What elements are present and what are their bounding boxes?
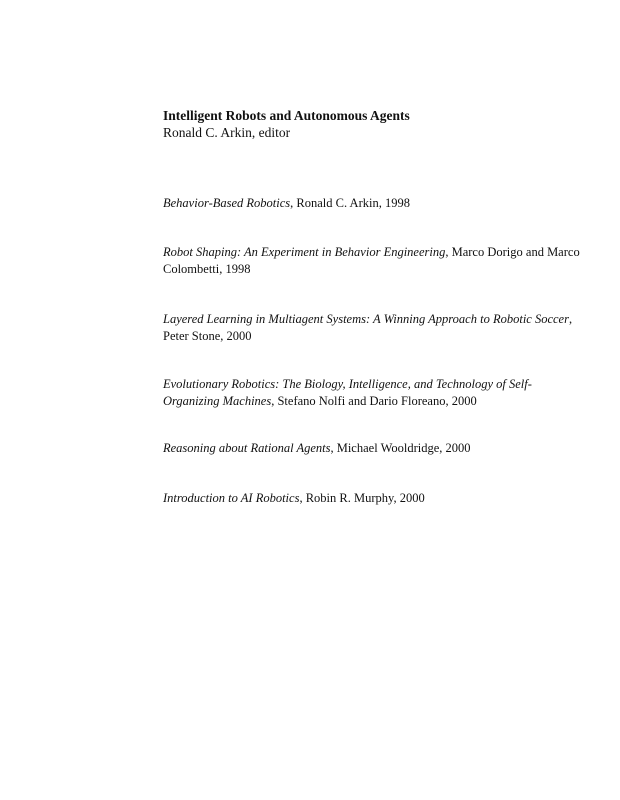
book-details: , Stefano Nolfi and Dario Floreano, 2000 — [271, 394, 477, 408]
book-details: , Peter Stone, 2000 — [163, 312, 573, 343]
book-details: , Michael Wooldridge, 2000 — [330, 441, 471, 455]
book-entry — [163, 440, 588, 457]
book-entry — [163, 490, 588, 507]
book-entry — [163, 376, 588, 410]
book-title: Behavior-Based Robotics — [163, 196, 291, 210]
book-title: Robot Shaping: An Experiment in Behavior Engineering — [163, 245, 446, 259]
book-details: , Ronald C. Arkin, 1998 — [290, 196, 410, 210]
book-entry — [163, 311, 588, 345]
series-header — [163, 107, 583, 141]
book-title: Introduction to AI Robotics — [163, 491, 300, 505]
book-details: , Robin R. Murphy, 2000 — [299, 491, 425, 505]
series-editor: Ronald C. Arkin, editor — [163, 125, 291, 140]
book-title: Reasoning about Rational Agents — [163, 441, 331, 455]
series-title: Intelligent Robots and Autonomous Agents — [163, 108, 410, 123]
book-entry — [163, 244, 588, 278]
book-title: Layered Learning in Multiagent Systems: A Winning Approach to Robotic Soccer — [163, 312, 569, 326]
book-title: Evolutionary Robotics: The Biology, Intelligence, and Technology of Self-Organizing Machines — [163, 377, 532, 408]
book-entry — [163, 195, 588, 212]
book-details: , Marco Dorigo and Marco Colombetti, 1998 — [163, 245, 580, 276]
